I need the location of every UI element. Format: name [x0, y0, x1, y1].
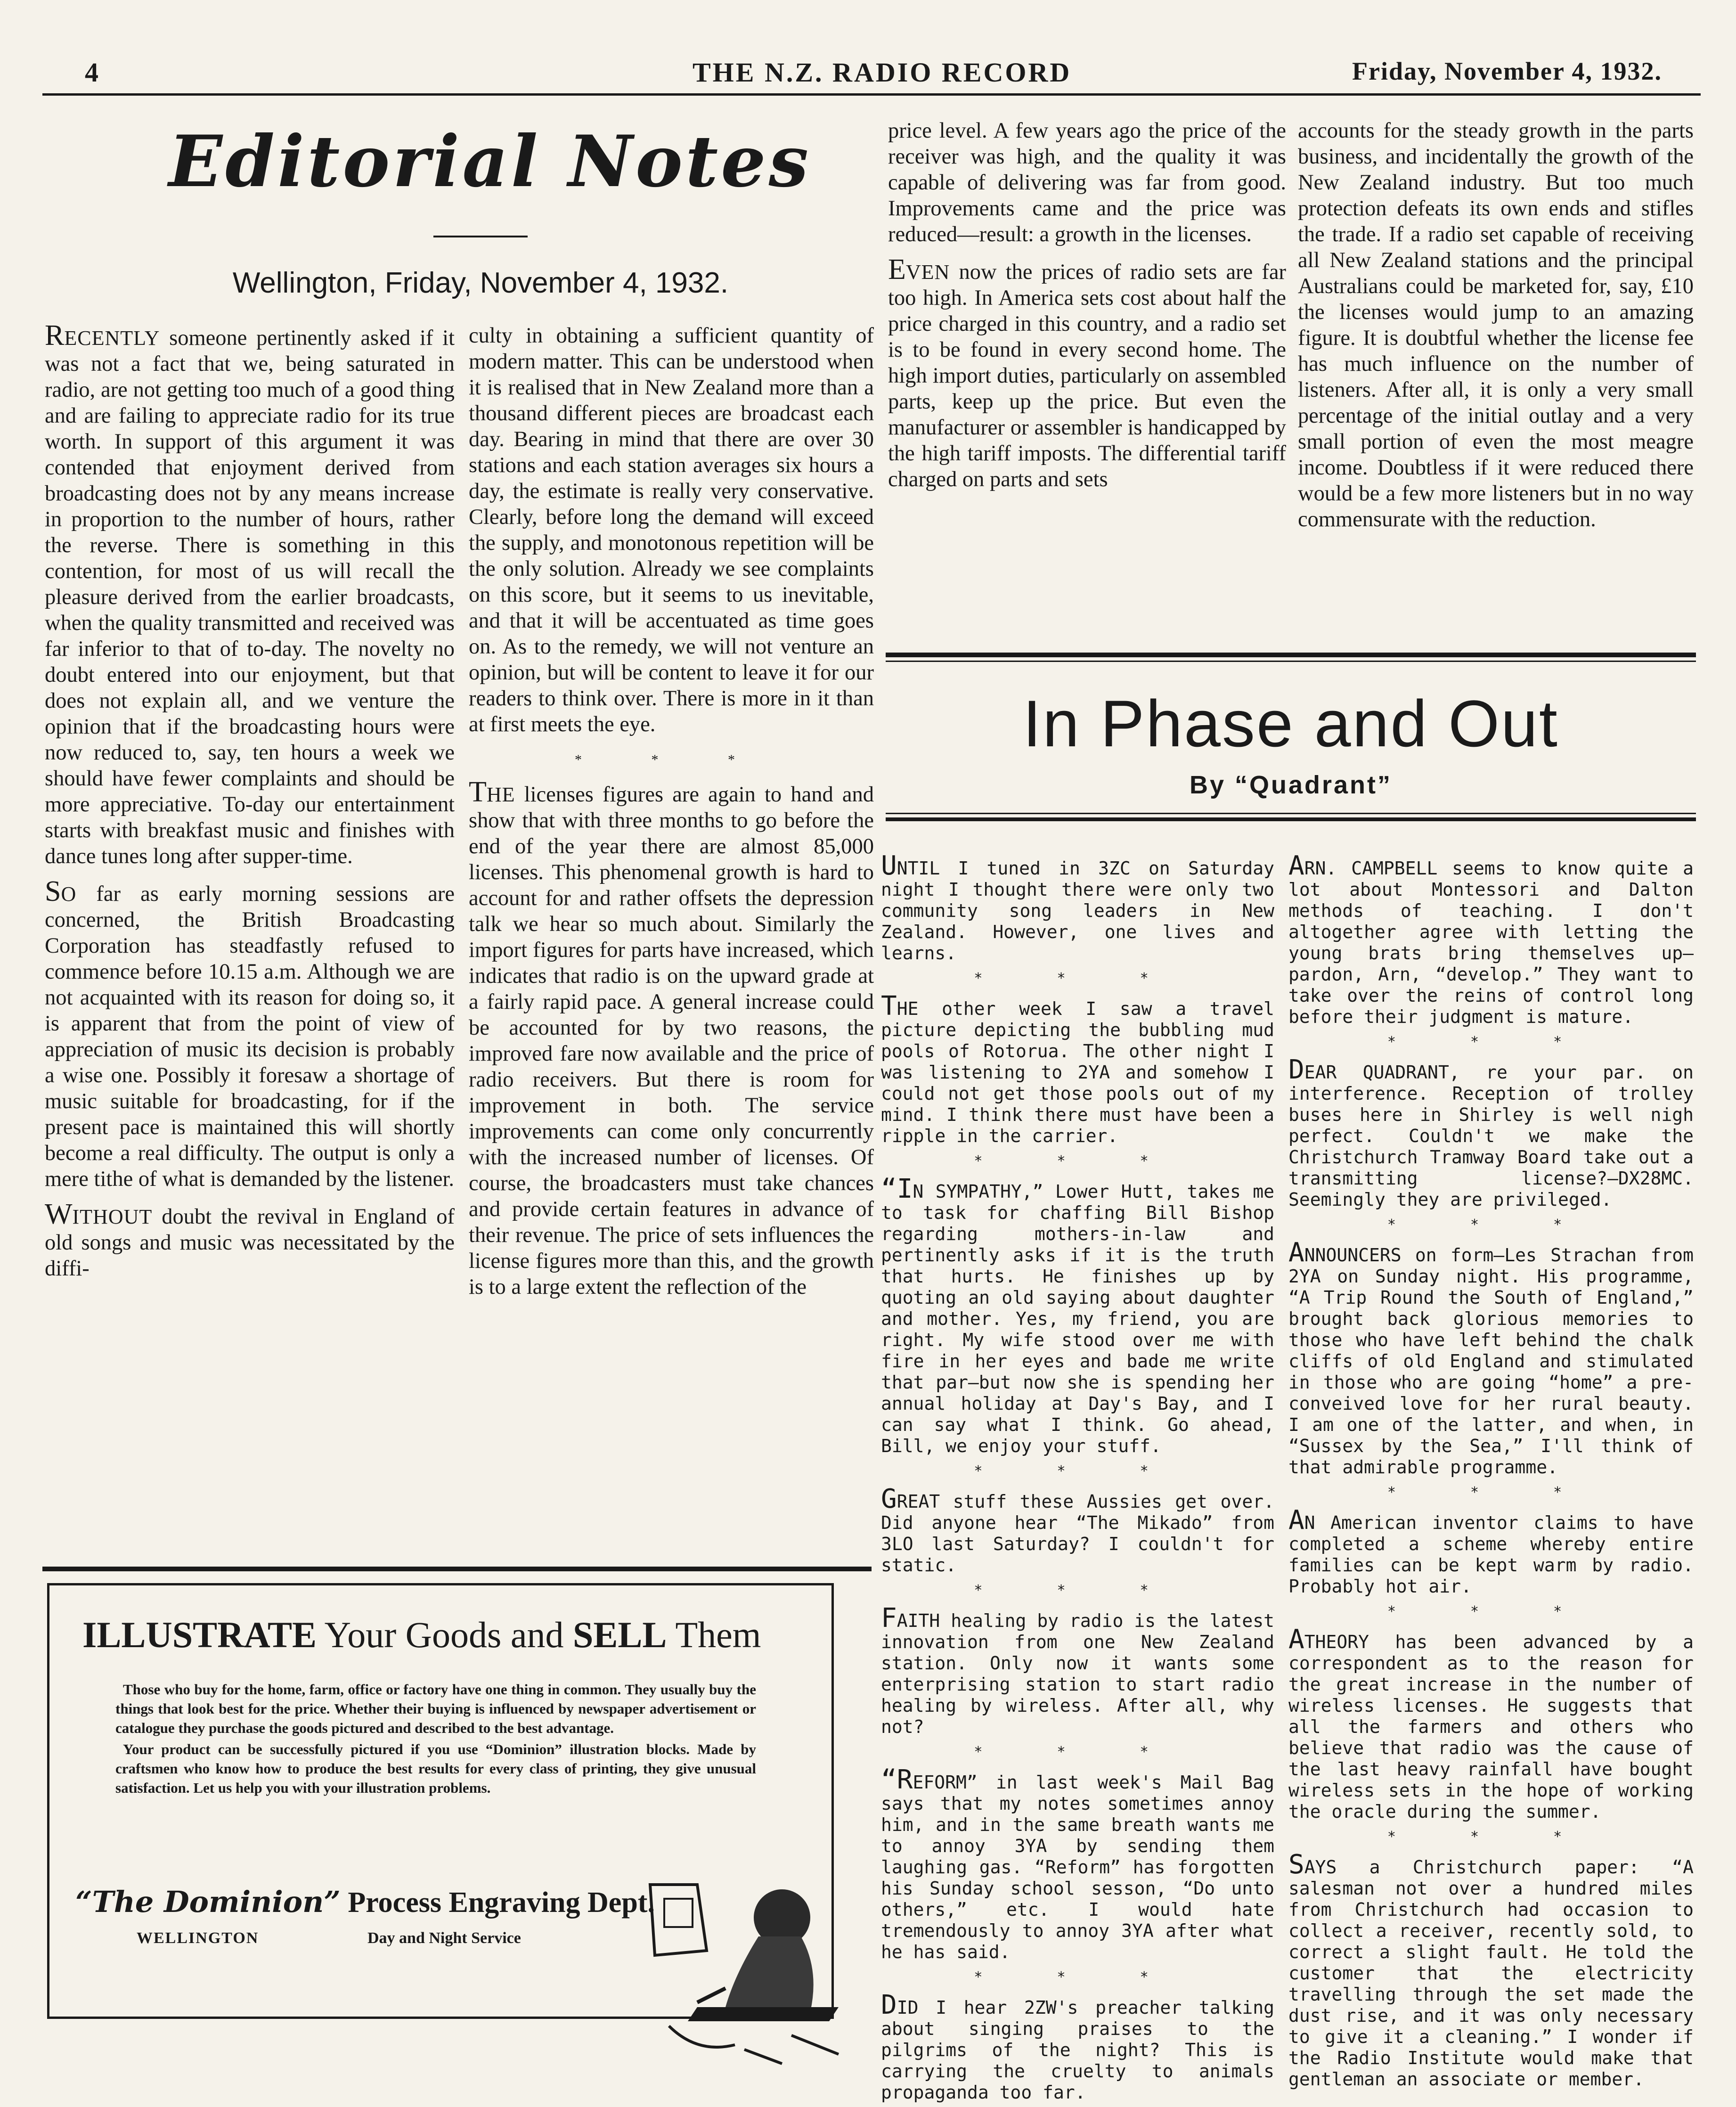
paragraph-text: a Christchurch paper: “A salesman not over a hundred miles from Christchurch had occasion to collect a receiver, recently sold, to correct a slight fault. He told the customer that the electricity travelling through the set made the dust rise, and it was only necessary to give it a cleaning.” I wonder if the Radio Institute would make that gentleman an associate or member. [1288, 1857, 1694, 2090]
lead-caps: HE [486, 783, 515, 806]
column-top-rule [886, 653, 1696, 657]
paragraph [45, 875, 455, 1192]
title-divider [433, 236, 528, 237]
engraver-body-shape [725, 1936, 814, 2012]
drop-initial: “I [881, 1174, 913, 1204]
lead-caps: EFORM” [913, 1772, 978, 1793]
paragraph [888, 118, 1286, 247]
window-frame-shape [650, 1885, 707, 1955]
paragraph [881, 1990, 1274, 2103]
paragraph-text: far as early morning sessions are concerned, the British Broadcasting Corporation has steadfastly refused to commence before 10.15 a.m. Although we are not acquainted with its reason for doing so, it is apparent that from the point of view of appreciation of music its decision is probably a wise one. Possibly it foresaw a shortage of music suitable for broadcasting, for if the present pace is maintained this will shortly become a real difficulty. The output is only a mere tithe of what is demanded by the listener. [45, 882, 455, 1191]
section-stars: * * * [974, 1969, 1182, 1985]
drop-initial: W [45, 1198, 73, 1230]
lead-caps: AITH [897, 1610, 940, 1631]
drop-initial: A [1288, 850, 1304, 881]
paragraph [469, 776, 874, 1300]
advert-firm-dept: Process Engraving Dept. [340, 1886, 655, 1919]
editorial-column-1 [45, 319, 455, 1291]
drop-initial: U [881, 850, 897, 881]
paragraph [45, 319, 455, 869]
paragraph-text: doubt the revival in England of old songs and music was necessitated by the diffi- [45, 1205, 455, 1281]
section-stars: * * * [1387, 1034, 1595, 1050]
section-stars: * * * [1387, 1603, 1595, 1620]
picture-frame-shape [664, 1899, 693, 1927]
editorial-column-4 [1298, 118, 1694, 542]
drop-initial: A [1288, 1237, 1304, 1268]
lead-caps: ITHOUT [72, 1205, 153, 1228]
engraving-tool-shape [697, 1988, 725, 2002]
section-stars: * * * [974, 1463, 1182, 1479]
section-stars: * * * [974, 1744, 1182, 1760]
paragraph [469, 323, 874, 737]
section-stars: * * * [1387, 1484, 1595, 1501]
drop-initial: R [45, 319, 65, 351]
paragraph-text: stuff these Aussies get over. Did anyone hear “The Mikado” from 3LO last Saturday? I couldn't for static. [881, 1491, 1274, 1576]
paragraph-text: healing by radio is the latest innovation from one New Zealand station. Only now it wants some enterprising station to start radio healing by wireless. After all, why not? [881, 1610, 1274, 1737]
drop-initial: A [1288, 1624, 1304, 1655]
paragraph [881, 1764, 1274, 1963]
paragraph [1288, 1054, 1694, 1210]
paragraph-text: I tuned in 3ZC on Saturday night I thought there were only two community song leaders in New Zealand. However, one lives and learns. [881, 858, 1274, 964]
paragraph [881, 991, 1274, 1147]
header-rule [42, 93, 1701, 96]
paragraph-text: now the prices of radio sets are far too high. In America sets cost about half the price charged in this country, and a radio set is to be found in every second home. The high import duties, particularly on assembled parts, keep up the price. But even the manufacturer or assembler is handicapped by the high tariff imposts. The differential tariff charged on parts and sets [888, 260, 1286, 491]
paragraph [881, 1174, 1274, 1457]
advert-headline-end: Them [667, 1614, 761, 1655]
lead-caps: NNOUNCERS [1304, 1245, 1402, 1266]
advert-headline-sell: SELL [572, 1614, 667, 1655]
lead-caps: REAT [897, 1491, 940, 1512]
column-byline-rule-thick [886, 817, 1696, 821]
advert-top-rule [42, 1567, 872, 1571]
drop-initial: F [881, 1603, 897, 1633]
column-right-items [1288, 850, 1694, 2094]
engraver-illustration [641, 1866, 848, 2068]
advert-headline-middle: Your Goods and [317, 1614, 573, 1655]
paragraph [1288, 1624, 1694, 1822]
paragraph-text: accounts for the steady growth in the parts business, and incidentally the growth of the New Zealand industry. But too much protection defeats its own ends and stifles the trade. If a radio set capable of receiving all New Zealand stations and the principal Australians could be marketed for, say, £10 the licenses would jump to an amazing figure. It is doubtful whether the license fee has much influence on the number of listeners. After all, it is only a very small percentage of the initial outlay and a very small portion of even the most meagre income. Doubtless if it were reduced there would be a few more listeners but in no way commensurate with the reduction. [1298, 119, 1694, 531]
paragraph-text: re your par. on interference. Reception of trolley buses here in Shirley is well nigh perfect. Couldn't we make the Christchurch Tramway Board take out a transmitting license?—DX28MC. Seemingly they are privileged. [1288, 1062, 1694, 1210]
column-byline: By “Quadrant” [1189, 771, 1393, 799]
paragraph-text: in last week's Mail Bag says that my notes sometimes annoy him, and in the same breath wants me to annoy 3YA by sending them laughing gas. “Reform” has forgotten his Sunday school sesson, “Do unto others,” etc. I would hate tremendously to annoy 3YA after what he has said. [881, 1772, 1274, 1962]
paragraph [1288, 1237, 1694, 1478]
issue-date: Friday, November 4, 1932. [1352, 57, 1662, 85]
paragraph-text: someone pertinently asked if it was not a fact that we, being saturated in radio, are not getting too much of a good thing and are failing to appreciate radio for its true worth. In support of this argument it was contended that enjoyment derived from broadcasting does not by any means increase in proportion to the number of hours, rather the reverse. There is something in this contention, for most of us will recall the pleasure derived from the earlier broadcasts, when the quality transmitted and received was far inferior to that of to-day. The novelty no doubt entered into our enjoyment, but that does not explain all, and we venture the opinion that if the broadcasting hours were now reduced to, say, ten hours a week we should have fewer complaints and should be more appreciative. To-day our entertainment starts with breakfast music and finishes with dance tunes long after supper-time. [45, 326, 455, 868]
section-stars: * * * [974, 970, 1182, 987]
advert-city: WELLINGTON [137, 1929, 259, 1947]
paragraph [45, 1198, 455, 1282]
drop-initial: G [881, 1484, 897, 1514]
paragraph [1298, 118, 1694, 532]
section-stars: * * * [974, 1582, 1182, 1599]
paragraph-text: I hear 2ZW's preacher talking about singing praises to the pilgrims of the night? This is carrying the cruelty to animals propaganda too far. [881, 1997, 1274, 2103]
drop-initial: T [881, 991, 897, 1021]
paragraph-text: American inventor claims to have completed a scheme whereby entire families can be kept warm by radio. Probably hot air. [1288, 1512, 1694, 1597]
lead-caps: HE [897, 998, 919, 1019]
editorial-column-3 [888, 118, 1286, 502]
paragraph [1288, 850, 1694, 1028]
paragraph-text: culty in obtaining a sufficient quantity of modern matter. This can be understood when it is realised that in New Zealand more than a thousand different pieces are broadcast each day. Bearing in mind that there are over 30 stations and each station averages six hours a day, the estimate is really very conservative. Clearly, before long the demand will exceed the supply, and monotonous repetition will be the only solution. Already we see complaints on this score, but it seems to us inevitable, and that it will be accentuated as time goes on. As to the remedy, we will not venture an opinion, but will be content to leave it for our readers to think over. There is more in it than at first meets the eye. [469, 324, 874, 736]
section-stars: * * * [575, 752, 768, 768]
paragraph-text: other week I saw a travel picture depicting the bubbling mud pools of Rotorua. The other night I was listening to 2YA and somehow I could not get those pools out of my mind. I think there must have been a ripple in the carrier. [881, 998, 1274, 1146]
hatching-lines [669, 2026, 839, 2064]
advert-headline [82, 1614, 761, 1656]
section-stars: * * * [974, 1153, 1182, 1169]
lead-caps: VEN [905, 261, 950, 284]
lead-caps: ID [897, 1997, 919, 2018]
lead-caps: NTIL [897, 858, 940, 879]
editorial-column-2 [469, 323, 874, 1309]
editorial-dateline: Wellington, Friday, November 4, 1932. [232, 267, 729, 299]
column-title: In Phase and Out [1023, 686, 1559, 760]
advert-paragraph-1: Those who buy for the home, farm, office or factory have one thing in common. They usually buy the things that look best for the price. Whether their buying is influenced by newspaper advertisement or catalogue they purchase the goods pictured and described to the best advantage. [115, 1681, 756, 1736]
paragraph-text: on form—Les Strachan from 2YA on Sunday night. His programme, “A Trip Round the South of England,” brought back glorious memories to those who have left behind the chalk cliffs of old England and stimulated in those who are going “home” a pre-conveived love for her rural beauty. I am one of the latter, and when, in “Sussex by the Sea,” I'll think of that admirable programme. [1288, 1245, 1694, 1478]
column-byline-rule [886, 813, 1696, 814]
paragraph [881, 1484, 1274, 1576]
lead-caps: RN. CAMPBELL [1304, 858, 1438, 879]
drop-initial: T [469, 776, 487, 808]
advert-service: Day and Night Service [367, 1929, 521, 1947]
lead-caps: ECENTLY [64, 327, 160, 350]
paragraph-text: licenses figures are again to hand and show that with three months to go before the end of the year there are almost 85,000 licenses. This phenomenal growth is hard to account for and rather offsets the depression talk we hear so much about. Similarly the import figures for parts have increased, which indicates that radio is on the upward grade at a fairly rapid pace. A general increase could be accounted for by two reasons, the improved fare now available and the price of radio receivers. But there is room for improvement in both. The service improvements can come only concurrently with the increased number of licenses. Of course, the broadcasters must take chances and provide certain features in advance of their revenue. The price of sets influences the license figures more than this, and the growth is to a large extent the reflection of the [469, 783, 874, 1299]
paragraph [1288, 1505, 1694, 1597]
column-top-rule-thin [886, 661, 1696, 662]
paragraph [888, 253, 1286, 492]
paragraph-text: seems to know quite a lot about Montessori and Dalton methods of teaching. I don't altogether agree with letting the young brats bring themselves up—pardon, Arn, “develop.” They want to take over the reins of control long before their judgment is mature. [1288, 858, 1694, 1027]
paragraph [881, 1603, 1274, 1738]
drop-initial: E [888, 253, 906, 286]
drop-initial: “R [881, 1764, 913, 1795]
lead-caps: N [1304, 1512, 1315, 1533]
drop-initial: D [1288, 1054, 1304, 1085]
drop-initial: D [881, 1990, 897, 2020]
lead-caps: AYS [1304, 1857, 1337, 1878]
lead-caps: O [61, 882, 77, 906]
publication-name: THE N.Z. RADIO RECORD [693, 57, 1072, 88]
advert-headline-illustrate: ILLUSTRATE [82, 1614, 317, 1655]
section-stars: * * * [1387, 1217, 1595, 1233]
paragraph [881, 850, 1274, 964]
drop-initial: S [1288, 1849, 1304, 1880]
drop-initial: S [45, 875, 61, 907]
workbench-shape [688, 2007, 839, 2021]
page-number: 4 [85, 57, 99, 88]
lead-caps: N SYMPATHY,” [913, 1181, 1043, 1202]
lead-caps: THEORY [1304, 1632, 1369, 1652]
advert-paragraph-2: Your product can be successfully pictured if you use “Dominion” illustration blocks. Made by craftsmen who know how to produce the best results for every class of printing, they give unusual satisfaction. Let us help you with your illustration problems. [115, 1741, 756, 1796]
column-left-items [881, 850, 1274, 2107]
paragraph-text: Lower Hutt, takes me to task for chaffing Bill Bishop regarding mothers-in-law and pertinently asks if it is the truth that hurts. He finishes up by quoting an old saying about daughter and mother. Yes, my friend, you are right. My wife stood over me with fire in her eyes and bade me write that par—but now she is spending her annual holiday at Day's Bay, and I can say what I think. Go ahead, Bill, we enjoy your stuff. [881, 1181, 1274, 1456]
advert-firm-name: “The Dominion” [75, 1885, 341, 1919]
paragraph-text: price level. A few years ago the price of the receiver was high, and the quality it was capable of delivering was far from good. Improvements came and the price was reduced—result: a growth in the licenses. [888, 119, 1286, 246]
paragraph-text: has been advanced by a correspondent as to the reason for the great increase in the number of wireless licenses. He suggests that all the farmers and others who believe that radio was the cause of the last heavy rainfall have bought wireless sets in the hope of working the oracle during the summer. [1288, 1632, 1694, 1822]
advert-body [115, 1680, 756, 1799]
lead-caps: EAR QUADRANT, [1304, 1062, 1460, 1083]
drop-initial: A [1288, 1505, 1304, 1535]
section-stars: * * * [1387, 1829, 1595, 1845]
advert-firm [75, 1885, 655, 1919]
editorial-title: Editorial Notes [168, 120, 812, 203]
paragraph [1288, 1849, 1694, 2090]
